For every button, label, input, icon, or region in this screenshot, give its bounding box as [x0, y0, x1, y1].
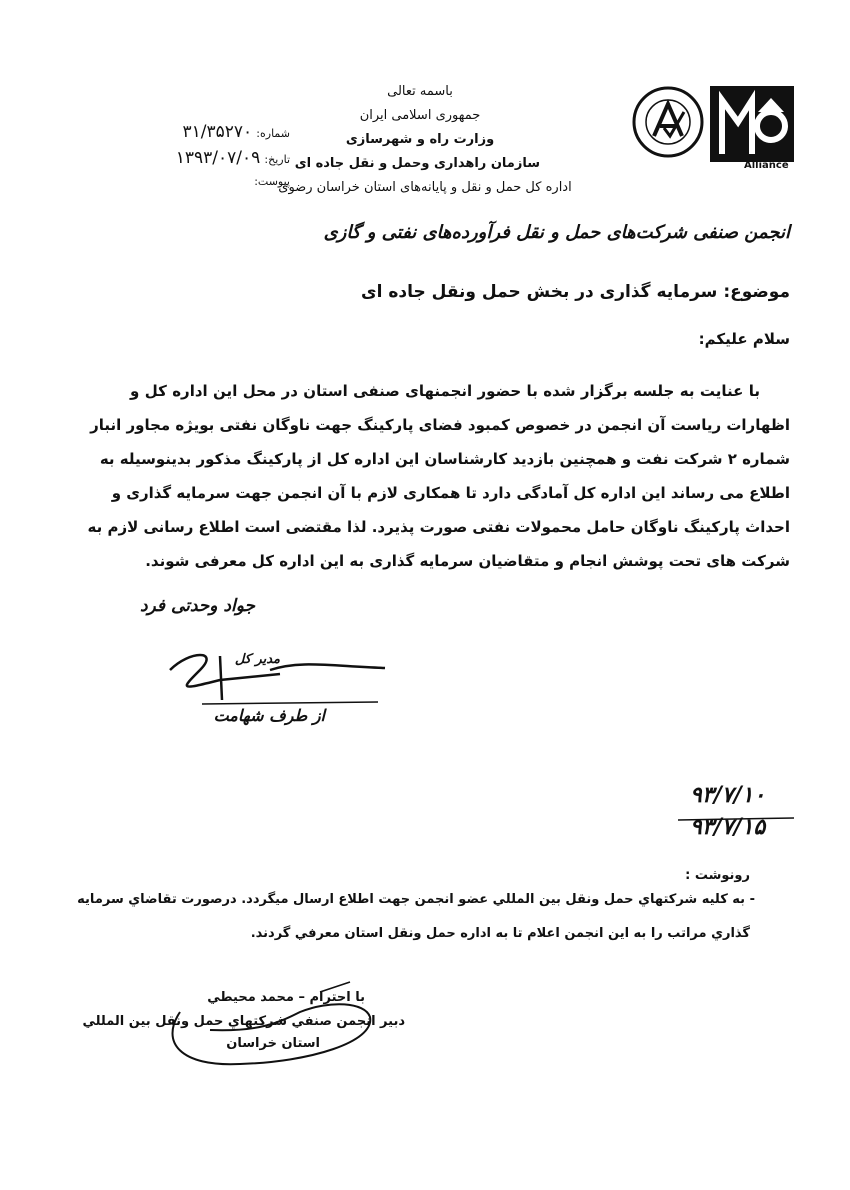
ministry-name: وزارت راه و شهرسازی [345, 132, 495, 147]
body-line-4: اطلاع می رساند این اداره کل آمادگی دارد تا همکاری لازم با آن انجمن جهت سرمایه گذاری و [111, 484, 790, 502]
body-line-3: شماره ۲ شرکت نفت و همچنین بازدید کارشناسان این اداره کل از پارکینگ مذکور بدینوسیله به [99, 450, 790, 468]
body-line-1: با عنایت به جلسه برگزار شده با حضور انجمنهای صنفی استان در محل این اداره کل و [130, 382, 760, 400]
recipient: انجمن صنفی شرکت‌های حمل و نقل فرآورده‌های نفتی و گازی [323, 222, 790, 243]
country-name: جمهوری اسلامی ایران [359, 108, 481, 123]
handwritten-date-2: ۹۳/۷/۱۵ [690, 814, 766, 840]
subject-line [290, 282, 790, 302]
logo-caption: Alliance [744, 160, 789, 171]
cc-line-1: - به كليه شركتهاي حمل ونقل بين المللي عضو انجمن جهت اطلاع ارسال ميگردد. درصورت تقاضاي سرمايه [77, 892, 755, 907]
date-label: تاریخ: [264, 153, 290, 166]
bismillah: باسمه تعالی [387, 84, 453, 99]
greeting: سلام علیکم: [698, 330, 790, 348]
cc-label: رونوشت : [685, 868, 750, 883]
signatory-title: مدیر کل [234, 652, 280, 667]
cc-line-2: گذاري مراتب را به اين انجمن اعلام تا به اداره حمل ونقل استان معرفي گردند. [250, 926, 750, 941]
handwritten-date-1: ۹۳/۷/۱۰ [690, 782, 766, 808]
subject-label: موضوع: [723, 282, 790, 302]
subject-text: سرمایه گذاری در بخش حمل ونقل جاده ای [361, 282, 718, 302]
office-name: اداره کل حمل و نقل و پایانه‌های استان خراسان رضوی [278, 180, 572, 195]
closing-secretary: دبير انجمن صنفي شركتهاي حمل ونقل بين المللي [82, 1014, 405, 1029]
date-value: ۱۳۹۳/۰۷/۰۹ [175, 148, 261, 168]
number-value: ۳۱/۳۵۲۷۰ [182, 122, 253, 142]
letter-attachment [140, 174, 290, 189]
letter-date [140, 148, 290, 168]
on-behalf-of: از طرف شهامت [213, 706, 325, 725]
organization-name: سازمان راهداری وحمل و نقل جاده ای [294, 156, 540, 171]
body-line-2: اظهارات ریاست آن انجمن در خصوص کمبود فضای پارکینگ جهت ناوگان نفتی بویژه مجاور انبار [90, 416, 790, 434]
signatory-name: جواد وحدتی فرد [139, 596, 255, 616]
closing-regards: با احترام – محمد محيطي [207, 990, 365, 1005]
signature-loop-icon [150, 972, 410, 1082]
body-line-5: احداث پارکینگ ناوگان حامل محمولات نفتی صورت پذیرد. لذا مقتضی است اطلاع رسانی لازم به [87, 518, 790, 536]
attachment-label: پیوست: [254, 175, 290, 188]
letter-number [140, 122, 290, 142]
closing-province: استان خراسان [226, 1036, 320, 1051]
body-line-6: شرکت های تحت پوشش انجام و متقاضیان سرمایه گذاری به این اداره کل معرفی شوند. [145, 552, 790, 570]
logo [628, 82, 800, 174]
number-label: شماره: [256, 127, 290, 140]
